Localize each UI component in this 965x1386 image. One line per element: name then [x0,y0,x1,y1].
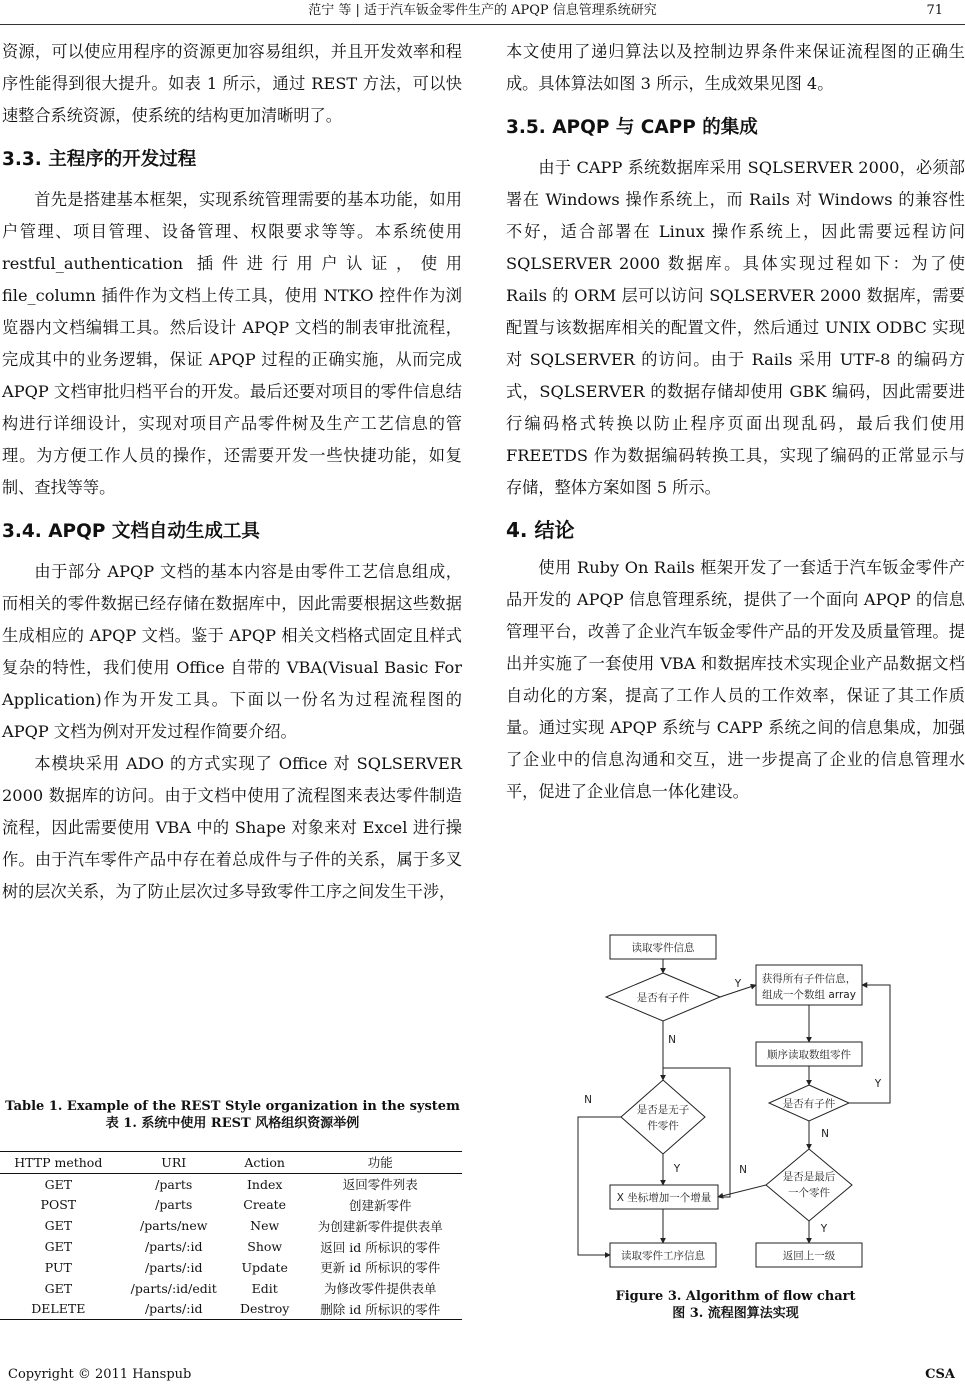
table-cell: /parts/:id/edit [130,1280,217,1296]
right-column [506,36,965,808]
header-rule [0,24,965,25]
table-caption [0,1098,465,1132]
edge-label-no: N [739,1164,747,1176]
node-text-no-child-1: 是否是无子 [636,1104,690,1116]
edge-label-no: N [821,1128,829,1140]
table-row [0,1236,462,1257]
table-cell: /parts/new [140,1218,208,1234]
paragraph-3-4b: 本模块采用 ADO 的方式实现了 Office 对 SQLSERVER 2000 数据库的访问。由于文档中使用了流程图来表达零件制造流程，因此需要使用 VBA 中的 Shape 对象来对 Excel 进行操作。由于汽车零件产品中存在着总成件与子件的关系，属于多叉树的层次关系，为了防止层次过多导致零件工序之间发生干涉， [2,754,462,901]
table-header-row [0,1152,462,1174]
node-text-read-proc: 读取零件工序信息 [621,1250,705,1262]
table-cell: Update [241,1259,288,1275]
table-row [0,1195,462,1216]
section-heading-3-3: 3.3. 主程序的开发过程 [2,149,197,170]
table-cell: GET [44,1218,73,1234]
flowchart-figure [560,925,920,1275]
table-cell: /parts/:id [144,1301,203,1317]
section-heading-4: 4. 结论 [506,518,575,542]
node-text-get-children-2: 组成一个数组 array [762,989,856,1001]
column-header: 功能 [367,1155,393,1171]
table-cell: /parts [155,1197,193,1213]
table-row [0,1173,462,1194]
paragraph-intro: 资源，可以使应用程序的资源更加容易组织，并且开发效率和程序性能得到很大提升。如表 1 所示，通过 REST 方法，可以快速整合系统资源，使系统的结构更加清晰明了。 [2,42,462,125]
paragraph-3-3: 首先是搭建基本框架，实现系统管理需要的基本功能，如用户管理、项目管理、设备管理、权限要求等等。本系统使用 restful_authentication 插件进行用户认证，使用 file_column 插件作为文档上传工具，使用 NTKO 控件作为浏览器内文档编辑工具。然后设计 APQP 文档的制表审批流程，完成其中的业务逻辑，保证 APQP 过程的正确实施，从而完成 APQP 文档审批归档平台的开发。最后还要对项目的零件信息结构进行详细设计，实现对项目产品零件树及生产工艺信息的管理。为方便工作人员的操作，还需要开发一些快捷功能，如复制、查找等等。 [2,190,462,497]
running-title: 范宁 等 | 适于汽车钣金零件生产的 APQP 信息管理系统研究 [308,3,657,18]
edge-label-yes: Y [673,1163,681,1175]
table-cell: /parts/:id [144,1239,203,1255]
table-cell: /parts [155,1176,193,1192]
paragraph-3-4a: 由于部分 APQP 文档的基本内容是由零件工艺信息组成，而相关的零件数据已经存储在数据库中，因此需要根据这些数据生成相应的 APQP 文档。鉴于 APQP 相关文档格式固定且样式复杂的特性，我们使用 Office 自带的 VBA(Visual Basic For Application)作为开发工具。下面以一份名为过程流程图的 APQP 文档为例对开发过程作简要介绍。 [2,562,462,741]
table-cell: 更新 id 所标识的零件 [320,1260,441,1276]
table-cell: POST [40,1197,77,1213]
rest-table [0,1151,462,1320]
paragraph-4: 使用 Ruby On Rails 框架开发了一套适于汽车钣金零件产品开发的 APQP 信息管理系统，提供了一个面向 APQP 的信息管理平台，改善了企业汽车钣金零件产品的开发及质量管理。提出并实施了一套使用 VBA 和数据库技术实现企业产品数据文档自动化的方案，提高了工作人员的工作效率，保证了其工作质量。通过实现 APQP 系统与 CAPP 系统之间的信息集成，加强了企业中的信息沟通和交互，进一步提高了企业的信息管理水平，促进了企业信息一体化建设。 [506,558,965,801]
figure-caption-en: Figure 3. Algorithm of flow chart [615,1289,856,1304]
table-cell: 为修改零件提供表单 [324,1281,437,1297]
table-cell: GET [44,1176,73,1192]
table-caption-zh: 表 1. 系统中使用 REST 风格组织资源举例 [105,1116,360,1131]
table-cell: 返回 id 所标识的零件 [320,1239,441,1255]
diamond-no-child [621,1080,705,1154]
node-text-get-children-1: 获得所有子件信息， [761,973,857,985]
table-cell: 返回零件列表 [342,1177,418,1193]
table-cell: 为创建新零件提供表单 [317,1218,443,1234]
edge-label-yes: Y [820,1223,828,1235]
column-header: HTTP method [14,1154,103,1170]
node-text-has-child-1: 是否有子件 [636,992,690,1004]
node-text-return-up: 返回上一级 [782,1250,836,1262]
figure-caption-zh: 图 3. 流程图算法实现 [672,1306,799,1321]
table-row [0,1299,462,1320]
table-row [0,1278,462,1299]
left-column [2,36,462,908]
table-cell: 删除 id 所标识的零件 [320,1301,441,1317]
copyright: Copyright © 2011 Hanspub [8,1367,192,1382]
table-row [0,1257,462,1278]
paragraph-continued: 本文使用了递归算法以及控制边界条件来保证流程图的正确生成。具体算法如图 3 所示，生成效果见图 4。 [506,42,965,93]
node-text-no-child-2: 件零件 [647,1120,679,1132]
diamond-is-last [766,1149,852,1221]
section-heading-3-5: 3.5. APQP 与 CAPP 的集成 [506,117,758,138]
table-cell: /parts/:id [144,1259,203,1275]
table-row [0,1215,462,1236]
node-text-is-last-2: 一个零件 [788,1187,830,1199]
edge-label-yes: Y [874,1078,882,1090]
edge [578,1117,621,1255]
table-caption-en: Table 1. Example of the REST Style organization in the system [5,1099,460,1114]
table-cell: Edit [251,1280,278,1296]
node-text-is-last-1: 是否是最后 [782,1171,836,1183]
page-header [0,0,965,22]
column-header: URI [161,1154,187,1170]
page-number: 71 [926,3,943,18]
edge [849,985,890,1103]
edge-label-no: N [668,1034,676,1046]
edge-label-yes: Y [734,978,742,990]
figure-caption [506,1288,965,1322]
table-cell: GET [44,1239,73,1255]
column-header: Action [244,1154,285,1170]
edge [718,1185,766,1197]
edge-label-no: N [584,1094,592,1106]
node-text-has-child-2: 是否有子件 [782,1098,836,1110]
table-cell: Show [247,1239,283,1255]
section-heading-3-4: 3.4. APQP 文档自动生成工具 [2,521,260,542]
table-cell: Index [246,1176,283,1192]
node-text-read-part: 读取零件信息 [631,942,695,954]
paragraph-3-5: 由于 CAPP 系统数据库采用 SQLSERVER 2000，必须部署在 Windows 操作系统上，而 Rails 对 Windows 的兼容性不好，适合部署在 Linux 操作系统上，因此需要远程访问 SQLSERVER 2000 数据库。具体实现过程如下：为了使 Rails 的 ORM 层可以访问 SQLSERVER 2000 数据库，需要配置与该数据库相关的配置文件，然后通过 UNIX ODBC 实现对 SQLSERVER 的访问。由于 Rails 采用 UTF-8 的编码方式，SQLSERVER 的数据存储却使用 GBK 编码，因此需要进行编码格式转换以防止程序页面出现乱码，最后我们使用 FREETDS 作为数据编码转换工具，实现了编码的正常显示与存储，整体方案如图 5 所示。 [506,158,965,497]
journal-abbrev: CSA [925,1367,955,1382]
node-text-seq-read: 顺序读取数组零件 [767,1049,851,1061]
table-cell: Create [243,1197,287,1213]
edge [663,1068,730,1197]
node-text-x-inc: X 坐标增加一个增量 [616,1192,712,1204]
table-cell: 创建新零件 [349,1197,412,1213]
table-cell: DELETE [31,1301,86,1317]
table-cell: PUT [44,1259,72,1275]
table-cell: New [250,1218,280,1234]
table-cell: Destroy [239,1301,290,1317]
table-cell: GET [44,1280,73,1296]
